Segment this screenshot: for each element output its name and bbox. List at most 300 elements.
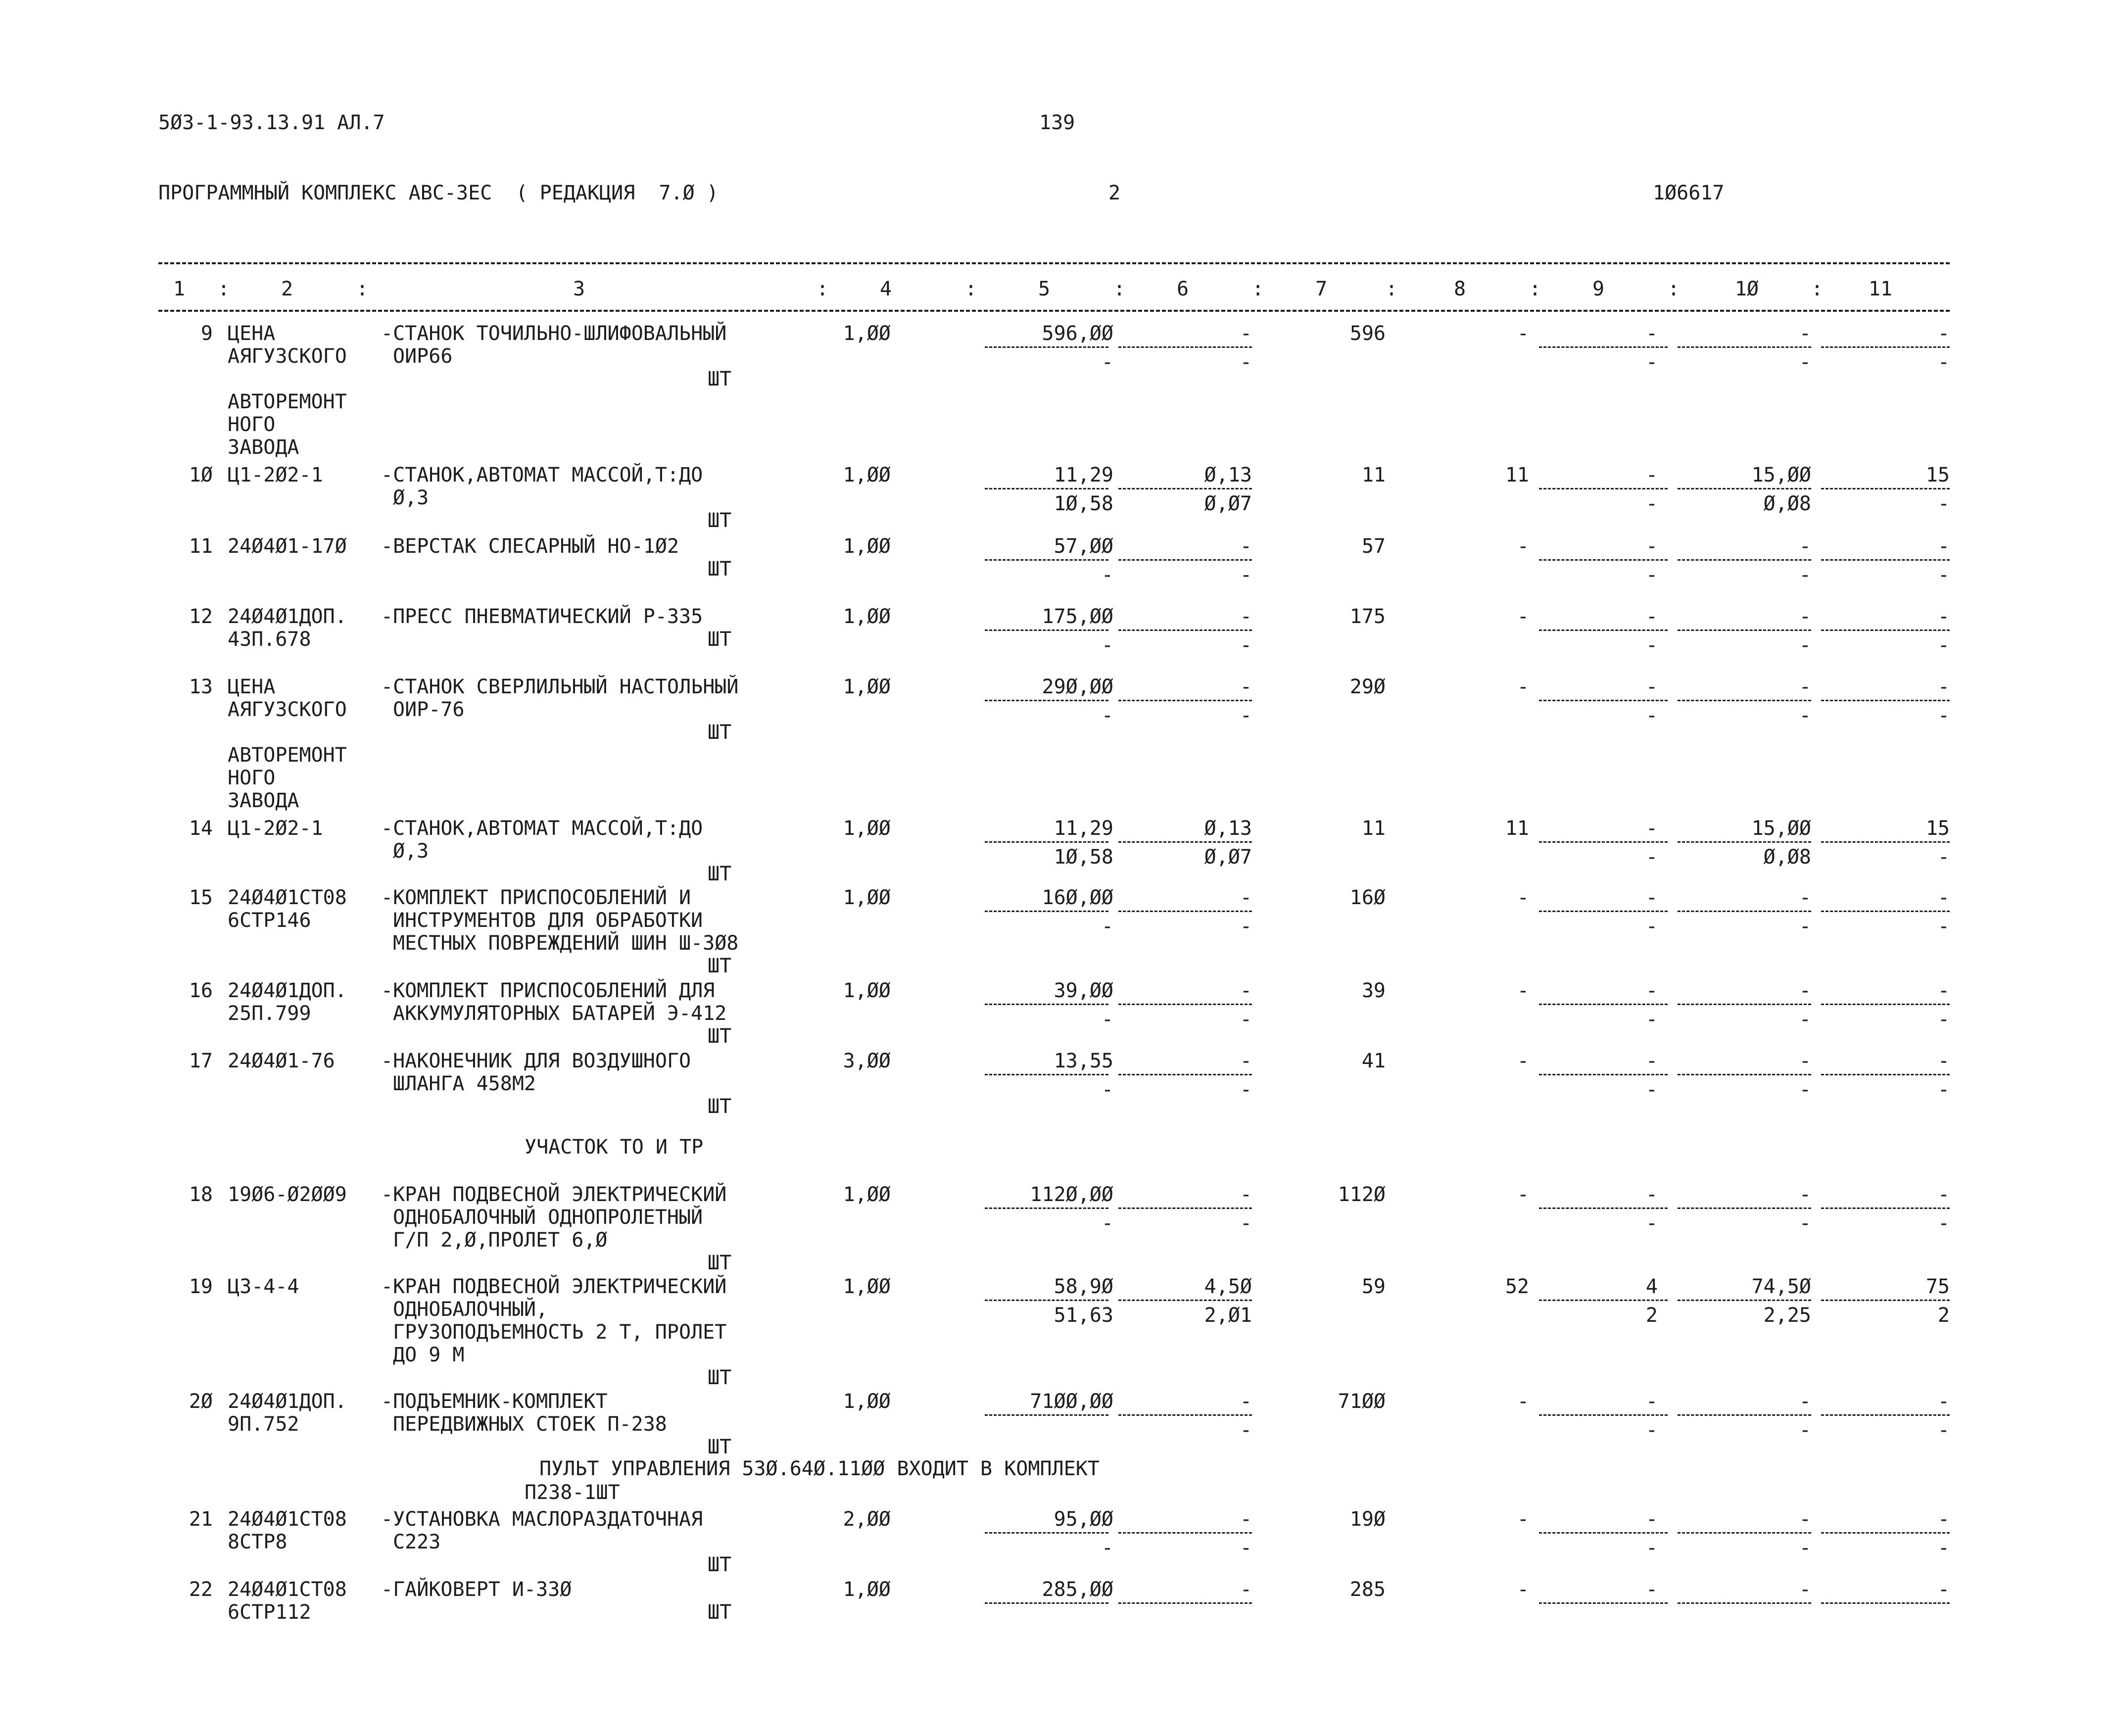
row-name: -УСТАНОВКА МАСЛОРАЗДАТОЧНАЯ [381,1508,703,1531]
program-title: ПРОГРАММНЫЙ КОМПЛЕКС АВС-3ЕС ( РЕДАКЦИЯ 7.Ø ) [158,182,719,204]
row-name: С223 [393,1531,441,1553]
row-unit: ШТ [708,1553,732,1576]
row-name: Ø,3 [393,840,429,863]
row-code: Ц1-2Ø2-1 [228,464,323,486]
row-number: 2Ø [189,1390,213,1413]
lower-col5: - [1101,1212,1113,1235]
column-separator: : [965,278,977,300]
value-underline [1678,346,1811,348]
value-underline [1678,700,1811,701]
row-name: -КОМПЛЕКТ ПРИСПОСОБЛЕНИЙ ДЛЯ [381,979,715,1002]
value-underline [1678,1300,1811,1301]
row-name: ОИР-76 [393,698,465,721]
value-col8: - [1517,979,1529,1002]
value-col10: 74,5Ø [1751,1275,1811,1298]
value-underline [985,1532,1108,1534]
value-underline [1118,1300,1252,1301]
row-name: Ø,3 [393,486,429,509]
lower-col6: - [1240,1008,1252,1031]
value-underline [985,629,1108,631]
value-col9: - [1645,464,1658,486]
lower-col5: - [1101,1537,1113,1559]
column-header-7: 7 [1315,278,1328,300]
column-header-4: 4 [879,278,892,300]
row-number: 11 [189,535,213,558]
row-qty: 3,ØØ [843,1050,891,1072]
value-col8: - [1517,1508,1529,1531]
value-col9: - [1645,817,1658,840]
row-code: Ц3-4-4 [228,1275,299,1298]
value-col9: - [1645,322,1658,345]
column-header-1: 1 [173,278,186,300]
value-underline [1539,1602,1668,1604]
value-col9: - [1645,1578,1658,1601]
note-line-1: ПУЛЬТ УПРАВЛЕНИЯ 53Ø.64Ø.11ØØ ВХОДИТ В КОМПЛЕКТ [539,1457,1100,1480]
lower-col10: - [1799,351,1811,374]
value-col10: - [1799,1578,1811,1601]
lower-col10: Ø,Ø8 [1763,492,1811,515]
value-col6: - [1240,535,1252,558]
value-col11: - [1937,1578,1950,1601]
value-col5: 71ØØ,ØØ [1030,1390,1113,1413]
value-underline [1539,1207,1668,1209]
lower-col10: 2,25 [1763,1304,1811,1327]
value-col6: - [1240,886,1252,909]
value-col11: - [1937,979,1950,1002]
value-col7: 41 [1361,1050,1386,1072]
value-underline [1118,700,1252,701]
row-code: 19Ø6-Ø2ØØ9 [228,1183,347,1206]
row-name: -СТАНОК СВЕРЛИЛЬНЫЙ НАСТОЛЬНЫЙ [381,675,739,698]
row-unit: ШТ [708,368,732,390]
row-code: 9П.752 [228,1413,299,1436]
value-underline [1539,1414,1668,1416]
value-underline [985,1602,1108,1604]
value-col6: - [1240,1578,1252,1601]
value-col10: - [1799,1183,1811,1206]
value-underline [1821,911,1950,912]
value-underline [1539,1004,1668,1005]
row-qty: 1,ØØ [843,817,891,840]
value-col9: - [1645,1390,1658,1413]
value-col5: 285,ØØ [1042,1578,1113,1601]
lower-col11: 2 [1937,1304,1950,1327]
row-name: -КРАН ПОДВЕСНОЙ ЭЛЕКТРИЧЕСКИЙ [381,1275,727,1298]
row-name: ИНСТРУМЕНТОВ ДЛЯ ОБРАБОТКИ [393,909,703,932]
value-col8: - [1517,535,1529,558]
value-underline [1539,700,1668,701]
value-col7: 11 [1361,464,1386,486]
value-underline [1118,911,1252,912]
value-col11: - [1937,675,1950,698]
lower-col10: - [1799,1212,1811,1235]
row-qty: 1,ØØ [843,605,891,628]
row-code: 24Ø4Ø1ДОП. [228,1390,347,1413]
value-underline [1678,629,1811,631]
lower-col6: - [1240,1537,1252,1559]
lower-col9: - [1645,704,1658,727]
value-underline [1678,1004,1811,1005]
row-name: -ПРЕСС ПНЕВМАТИЧЕСКИЙ Р-335 [381,605,703,628]
column-header-2: 2 [281,278,293,300]
lower-col11: - [1937,634,1950,657]
column-header-3: 3 [573,278,585,300]
value-col11: - [1937,1050,1950,1072]
value-col11: 75 [1925,1275,1950,1298]
value-underline [1821,488,1950,489]
row-qty: 1,ØØ [843,322,891,345]
value-underline [1118,1532,1252,1534]
value-col6: - [1240,1390,1252,1413]
value-underline [985,700,1108,701]
value-col10: - [1799,675,1811,698]
row-number: 22 [189,1578,213,1601]
row-code: ЦЕНА [228,322,276,345]
lower-col9: - [1645,564,1658,586]
lower-col9: - [1645,1419,1658,1442]
value-underline [1678,1207,1811,1209]
column-separator: : [1811,278,1824,300]
value-col8: - [1517,1390,1529,1413]
row-code: 25П.799 [228,1002,311,1025]
row-unit: ШТ [708,1601,732,1624]
lower-col6: - [1240,351,1252,374]
note-line-2: П238-1ШТ [525,1481,620,1504]
column-header-6: 6 [1176,278,1189,300]
lower-col11: - [1937,915,1950,938]
value-col5: 16Ø,ØØ [1042,886,1113,909]
value-col8: - [1517,675,1529,698]
column-separator: : [1668,278,1680,300]
lower-col5: 1Ø,58 [1054,846,1113,868]
value-underline [985,346,1108,348]
lower-col9: - [1645,1537,1658,1559]
value-underline [1678,911,1811,912]
row-code: НОГО [228,767,276,789]
value-underline [1539,1532,1668,1534]
value-col9: 4 [1645,1275,1658,1298]
row-number: 13 [189,675,213,698]
column-header-5: 5 [1038,278,1051,300]
value-underline [1678,1074,1811,1075]
lower-col9: - [1645,846,1658,868]
value-underline [1118,1414,1252,1416]
row-number: 19 [189,1275,213,1298]
lower-col10: - [1799,704,1811,727]
row-qty: 1,ØØ [843,1183,891,1206]
value-col6: - [1240,322,1252,345]
lower-col5: - [1101,915,1113,938]
lower-col11: - [1937,1078,1950,1101]
value-underline [1539,1074,1668,1075]
row-code: 24Ø4Ø1СТ08 [228,1508,347,1531]
value-underline [985,1074,1108,1075]
row-number: 9 [200,322,213,345]
value-col11: - [1937,1390,1950,1413]
lower-col9: - [1645,634,1658,657]
value-col10: - [1799,979,1811,1002]
value-col6: - [1240,1050,1252,1072]
lower-col9: - [1645,1078,1658,1101]
lower-col10: - [1799,915,1811,938]
value-col5: 29Ø,ØØ [1042,675,1113,698]
value-col9: - [1645,1183,1658,1206]
value-col11: 15 [1925,464,1950,486]
lower-col9: - [1645,915,1658,938]
lower-col10: - [1799,564,1811,586]
row-name: -СТАНОК,АВТОМАТ МАССОЙ,Т:ДО [381,464,703,486]
row-code: ЗАВОДА [228,436,299,459]
row-name: МЕСТНЫХ ПОВРЕЖДЕНИЙ ШИН Ш-3Ø8 [393,932,739,955]
row-code: 24Ø4Ø1ДОП. [228,605,347,628]
value-col8: - [1517,322,1529,345]
column-header-8: 8 [1453,278,1466,300]
row-qty: 1,ØØ [843,535,891,558]
row-code: ЦЕНА [228,675,276,698]
value-col7: 596 [1349,322,1386,345]
lower-col11: - [1937,564,1950,586]
table-top-rule [158,262,1950,264]
value-col9: - [1645,535,1658,558]
lower-col5: 51,63 [1054,1304,1113,1327]
value-col7: 11 [1361,817,1386,840]
row-number: 14 [189,817,213,840]
value-underline [1821,700,1950,701]
value-col7: 16Ø [1349,886,1386,909]
value-underline [985,841,1108,843]
row-unit: ШТ [708,1366,732,1389]
document-id: 1Ø6617 [1653,182,1725,204]
row-name: -ВЕРСТАК СЛЕСАРНЫЙ НО-1Ø2 [381,535,679,558]
row-qty: 1,ØØ [843,675,891,698]
value-col10: - [1799,322,1811,345]
row-qty: 1,ØØ [843,464,891,486]
lower-col6: - [1240,1078,1252,1101]
lower-col6: - [1240,564,1252,586]
value-col8: 11 [1505,464,1529,486]
row-number: 16 [189,979,213,1002]
lower-col5: - [1101,1078,1113,1101]
value-col8: 52 [1505,1275,1529,1298]
value-col7: 29Ø [1349,675,1386,698]
value-underline [1118,1004,1252,1005]
value-col9: - [1645,886,1658,909]
value-underline [1118,488,1252,489]
row-number: 15 [189,886,213,909]
column-separator: : [816,278,829,300]
row-code: 24Ø4Ø1-17Ø [228,535,347,558]
value-col6: Ø,13 [1204,817,1252,840]
value-col5: 11,29 [1054,817,1113,840]
row-number: 21 [189,1508,213,1531]
value-underline [1118,346,1252,348]
value-col10: - [1799,886,1811,909]
row-name: ОИР66 [393,345,453,368]
row-name: ПЕРЕДВИЖНЫХ СТОЕК П-238 [393,1413,667,1436]
row-code: 6СТР112 [228,1601,311,1624]
value-underline [1678,488,1811,489]
value-underline [1821,1602,1950,1604]
lower-col5: - [1101,351,1113,374]
lower-col5: - [1101,1008,1113,1031]
value-underline [1821,346,1950,348]
document-code: 5Ø3-1-93.13.91 АЛ.7 [158,111,385,134]
value-col9: - [1645,1508,1658,1531]
value-underline [985,488,1108,489]
lower-col11: - [1937,351,1950,374]
row-name: ШЛАНГА 458М2 [393,1072,536,1095]
row-code: АЯГУЗСКОГО [228,698,347,721]
lower-col10: - [1799,1078,1811,1101]
row-unit: ШТ [708,509,732,532]
value-col7: 57 [1361,535,1386,558]
value-col9: - [1645,979,1658,1002]
lower-col10: - [1799,1419,1811,1442]
value-col5: 175,ØØ [1042,605,1113,628]
row-number: 12 [189,605,213,628]
value-col10: - [1799,1508,1811,1531]
row-qty: 2,ØØ [843,1508,891,1531]
value-col9: - [1645,1050,1658,1072]
row-name: -ПОДЪЕМНИК-КОМПЛЕКТ [381,1390,608,1413]
value-underline [1118,841,1252,843]
value-col7: 19Ø [1349,1508,1386,1531]
row-name: -КОМПЛЕКТ ПРИСПОСОБЛЕНИЙ И [381,886,691,909]
row-name: АККУМУЛЯТОРНЫХ БАТАРЕЙ Э-412 [393,1002,727,1025]
value-col5: 58,9Ø [1054,1275,1113,1298]
value-col7: 71ØØ [1338,1390,1386,1413]
row-code: ЗАВОДА [228,789,299,812]
value-underline [1678,841,1811,843]
column-separator: : [1113,278,1126,300]
value-col9: - [1645,675,1658,698]
row-code: АВТОРЕМОНТ [228,744,347,767]
value-col5: 13,55 [1054,1050,1113,1072]
value-col11: - [1937,1183,1950,1206]
value-col11: - [1937,605,1950,628]
value-underline [1821,629,1950,631]
value-col8: - [1517,1578,1529,1601]
row-code: 6СТР146 [228,909,311,932]
row-qty: 1,ØØ [843,1390,891,1413]
value-underline [1821,559,1950,561]
value-underline [1821,1207,1950,1209]
value-col8: - [1517,1183,1529,1206]
row-unit: ШТ [708,863,732,885]
column-header-11: 11 [1868,278,1893,300]
row-name: ОДНОБАЛОЧНЫЙ, [393,1298,548,1321]
value-underline [985,911,1108,912]
value-col5: 39,ØØ [1054,979,1113,1002]
value-col10: 15,ØØ [1751,817,1811,840]
lower-col10: - [1799,1008,1811,1031]
value-underline [1539,629,1668,631]
value-col11: 15 [1925,817,1950,840]
table-header-rule [158,310,1950,312]
row-qty: 1,ØØ [843,1275,891,1298]
value-underline [1821,841,1950,843]
row-name: -ГАЙКОВЕРТ И-33Ø [381,1578,572,1601]
row-unit: ШТ [708,558,732,580]
value-col10: - [1799,1050,1811,1072]
value-col10: - [1799,535,1811,558]
value-underline [1118,1602,1252,1604]
value-col6: Ø,13 [1204,464,1252,486]
value-col6: - [1240,1508,1252,1531]
value-col10: - [1799,605,1811,628]
value-underline [985,1207,1108,1209]
value-col7: 112Ø [1338,1183,1386,1206]
row-number: 1Ø [189,464,213,486]
value-underline [985,1300,1108,1301]
row-code: 8СТР8 [228,1531,288,1553]
lower-col11: - [1937,1537,1950,1559]
column-separator: : [1386,278,1398,300]
value-underline [985,1004,1108,1005]
value-underline [1539,559,1668,561]
row-name: -НАКОНЕЧНИК ДЛЯ ВОЗДУШНОГО [381,1050,691,1072]
column-separator: : [1252,278,1264,300]
value-underline [1118,559,1252,561]
lower-col11: - [1937,1212,1950,1235]
value-col11: - [1937,1508,1950,1531]
value-col10: 15,ØØ [1751,464,1811,486]
value-underline [985,1414,1108,1416]
value-underline [1539,346,1668,348]
value-underline [1678,1532,1811,1534]
value-col6: - [1240,979,1252,1002]
row-code: АЯГУЗСКОГО [228,345,347,368]
value-col8: - [1517,1050,1529,1072]
lower-col11: - [1937,492,1950,515]
row-name: ДО 9 М [393,1344,465,1366]
lower-col10: - [1799,1537,1811,1559]
row-code: 24Ø4Ø1СТ08 [228,886,347,909]
row-code: 24Ø4Ø1ДОП. [228,979,347,1002]
row-number: 17 [189,1050,213,1072]
value-underline [1118,1074,1252,1075]
column-header-9: 9 [1592,278,1605,300]
row-code: Ц1-2Ø2-1 [228,817,323,840]
row-unit: ШТ [708,628,732,651]
lower-col5: 1Ø,58 [1054,492,1113,515]
value-col7: 59 [1361,1275,1386,1298]
value-col5: 11,29 [1054,464,1113,486]
value-col8: 11 [1505,817,1529,840]
section-title: УЧАСТОК ТО И ТР [525,1136,704,1158]
row-name: ОДНОБАЛОЧНЫЙ ОДНОПРОЛЕТНЫЙ [393,1206,703,1229]
lower-col5: - [1101,564,1113,586]
row-code: 24Ø4Ø1-76 [228,1050,335,1072]
value-col5: 95,ØØ [1054,1508,1113,1531]
row-name: ГРУЗОПОДЪЕМНОСТЬ 2 Т, ПРОЛЕТ [393,1321,727,1344]
column-header-10: 1Ø [1734,278,1759,300]
value-underline [1821,1532,1950,1534]
value-underline [1821,1004,1950,1005]
column-separator: : [1529,278,1541,300]
lower-col5: - [1101,704,1113,727]
lower-col9: 2 [1645,1304,1658,1327]
value-col6: - [1240,1183,1252,1206]
value-col7: 285 [1349,1578,1386,1601]
value-col5: 57,ØØ [1054,535,1113,558]
lower-col11: - [1937,846,1950,868]
row-name: -КРАН ПОДВЕСНОЙ ЭЛЕКТРИЧЕСКИЙ [381,1183,727,1206]
row-unit: ШТ [708,1252,732,1274]
column-separator: : [356,278,369,300]
row-unit: ШТ [708,1095,732,1118]
row-qty: 1,ØØ [843,979,891,1002]
